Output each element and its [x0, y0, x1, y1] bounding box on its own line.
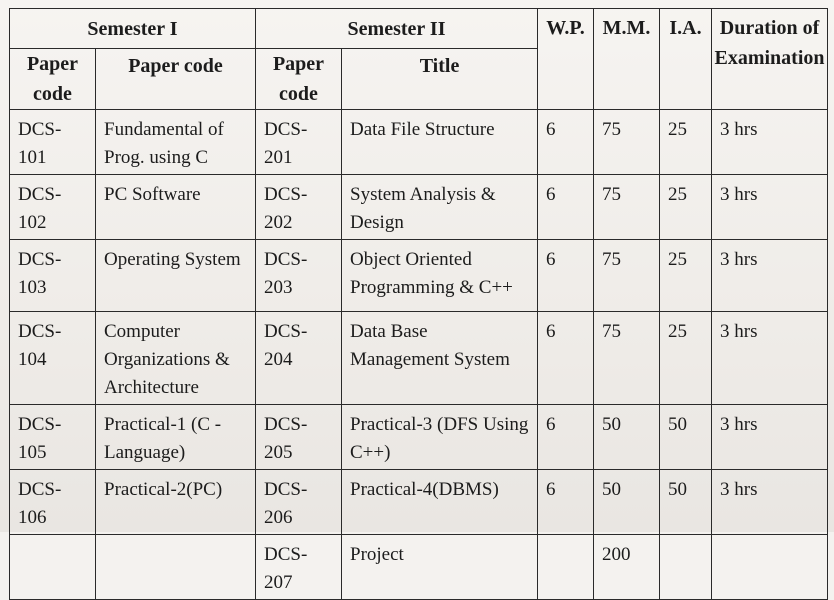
wp-cell: 6	[546, 184, 556, 205]
title-cell: Practical-4(DBMS)	[350, 479, 499, 500]
table-row	[10, 240, 828, 312]
table-row	[10, 110, 828, 175]
paper-name-cell: PC Software	[104, 184, 201, 205]
wp-cell: 6	[546, 414, 556, 435]
title-cell: Project	[350, 544, 404, 565]
duration-cell: 3 hrs	[720, 321, 758, 342]
paper-code-header-1: Paper code	[10, 49, 96, 110]
title-cell: System Analysis & Design	[350, 184, 496, 233]
paper-code-cell: DCS-203	[264, 249, 308, 298]
paper-code-cell: DCS-105	[18, 414, 62, 463]
paper-name-cell: Practical-1 (C -Language)	[104, 414, 222, 463]
title-cell: Data Base Management System	[350, 321, 510, 370]
paper-code-cell: DCS-206	[264, 479, 308, 528]
mm-cell: 75	[602, 321, 622, 342]
mm-cell: 200	[602, 544, 631, 565]
paper-code-cell: DCS-201	[264, 119, 308, 168]
ia-cell: 25	[668, 184, 688, 205]
paper-code-cell: DCS-205	[264, 414, 308, 463]
table-row	[10, 470, 828, 535]
ia-cell: 50	[668, 479, 688, 500]
ia-cell	[660, 535, 711, 543]
table-row	[10, 535, 828, 600]
ia-cell: 25	[668, 321, 688, 342]
title-cell: Practical-3 (DFS Using C++)	[350, 414, 529, 463]
syllabus-table	[9, 8, 828, 600]
wp-cell: 6	[546, 119, 556, 140]
wp-cell	[538, 535, 593, 543]
paper-name-cell: Computer Organizations & Architecture	[104, 321, 230, 398]
paper-name-cell	[96, 535, 255, 543]
ia-cell: 50	[668, 414, 688, 435]
paper-code-cell	[10, 535, 95, 543]
semester-1-header: Semester I	[10, 9, 256, 49]
paper-code-cell: DCS-103	[18, 249, 62, 298]
wp-cell: 6	[546, 249, 556, 270]
mm-cell: 75	[602, 184, 622, 205]
mm-cell: 50	[602, 414, 622, 435]
title-cell: Object Oriented Programming & C++	[350, 249, 513, 298]
paper-code-cell: DCS-101	[18, 119, 62, 168]
duration-cell: 3 hrs	[720, 414, 758, 435]
header-row-1	[10, 9, 828, 49]
paper-code-header-2: Paper code	[256, 49, 342, 110]
paper-code-cell: DCS-207	[264, 544, 308, 593]
paper-name-cell: Operating System	[104, 249, 241, 270]
wp-header: W.P.	[538, 9, 594, 110]
paper-code-cell: DCS-204	[264, 321, 308, 370]
mm-cell: 75	[602, 119, 622, 140]
mm-header: M.M.	[594, 9, 660, 110]
table-row	[10, 175, 828, 240]
wp-cell: 6	[546, 321, 556, 342]
duration-cell	[712, 535, 827, 543]
duration-cell: 3 hrs	[720, 479, 758, 500]
paper-code-header-name: Paper code	[96, 49, 256, 110]
paper-code-cell: DCS-202	[264, 184, 308, 233]
paper-code-cell: DCS-104	[18, 321, 62, 370]
duration-cell: 3 hrs	[720, 184, 758, 205]
duration-cell: 3 hrs	[720, 119, 758, 140]
ia-header: I.A.	[660, 9, 712, 110]
duration-cell: 3 hrs	[720, 249, 758, 270]
table-row	[10, 312, 828, 405]
paper-code-cell: DCS-106	[18, 479, 62, 528]
paper-code-cell: DCS-102	[18, 184, 62, 233]
ia-cell: 25	[668, 119, 688, 140]
mm-cell: 75	[602, 249, 622, 270]
semester-2-header: Semester II	[256, 9, 538, 49]
ia-cell: 25	[668, 249, 688, 270]
mm-cell: 50	[602, 479, 622, 500]
title-cell: Data File Structure	[350, 119, 495, 140]
table-row	[10, 405, 828, 470]
paper-name-cell: Practical-2(PC)	[104, 479, 223, 500]
title-header: Title	[342, 49, 538, 110]
wp-cell: 6	[546, 479, 556, 500]
duration-header: Duration of Examination	[712, 9, 828, 110]
paper-name-cell: Fundamental of Prog. using C	[104, 119, 224, 168]
